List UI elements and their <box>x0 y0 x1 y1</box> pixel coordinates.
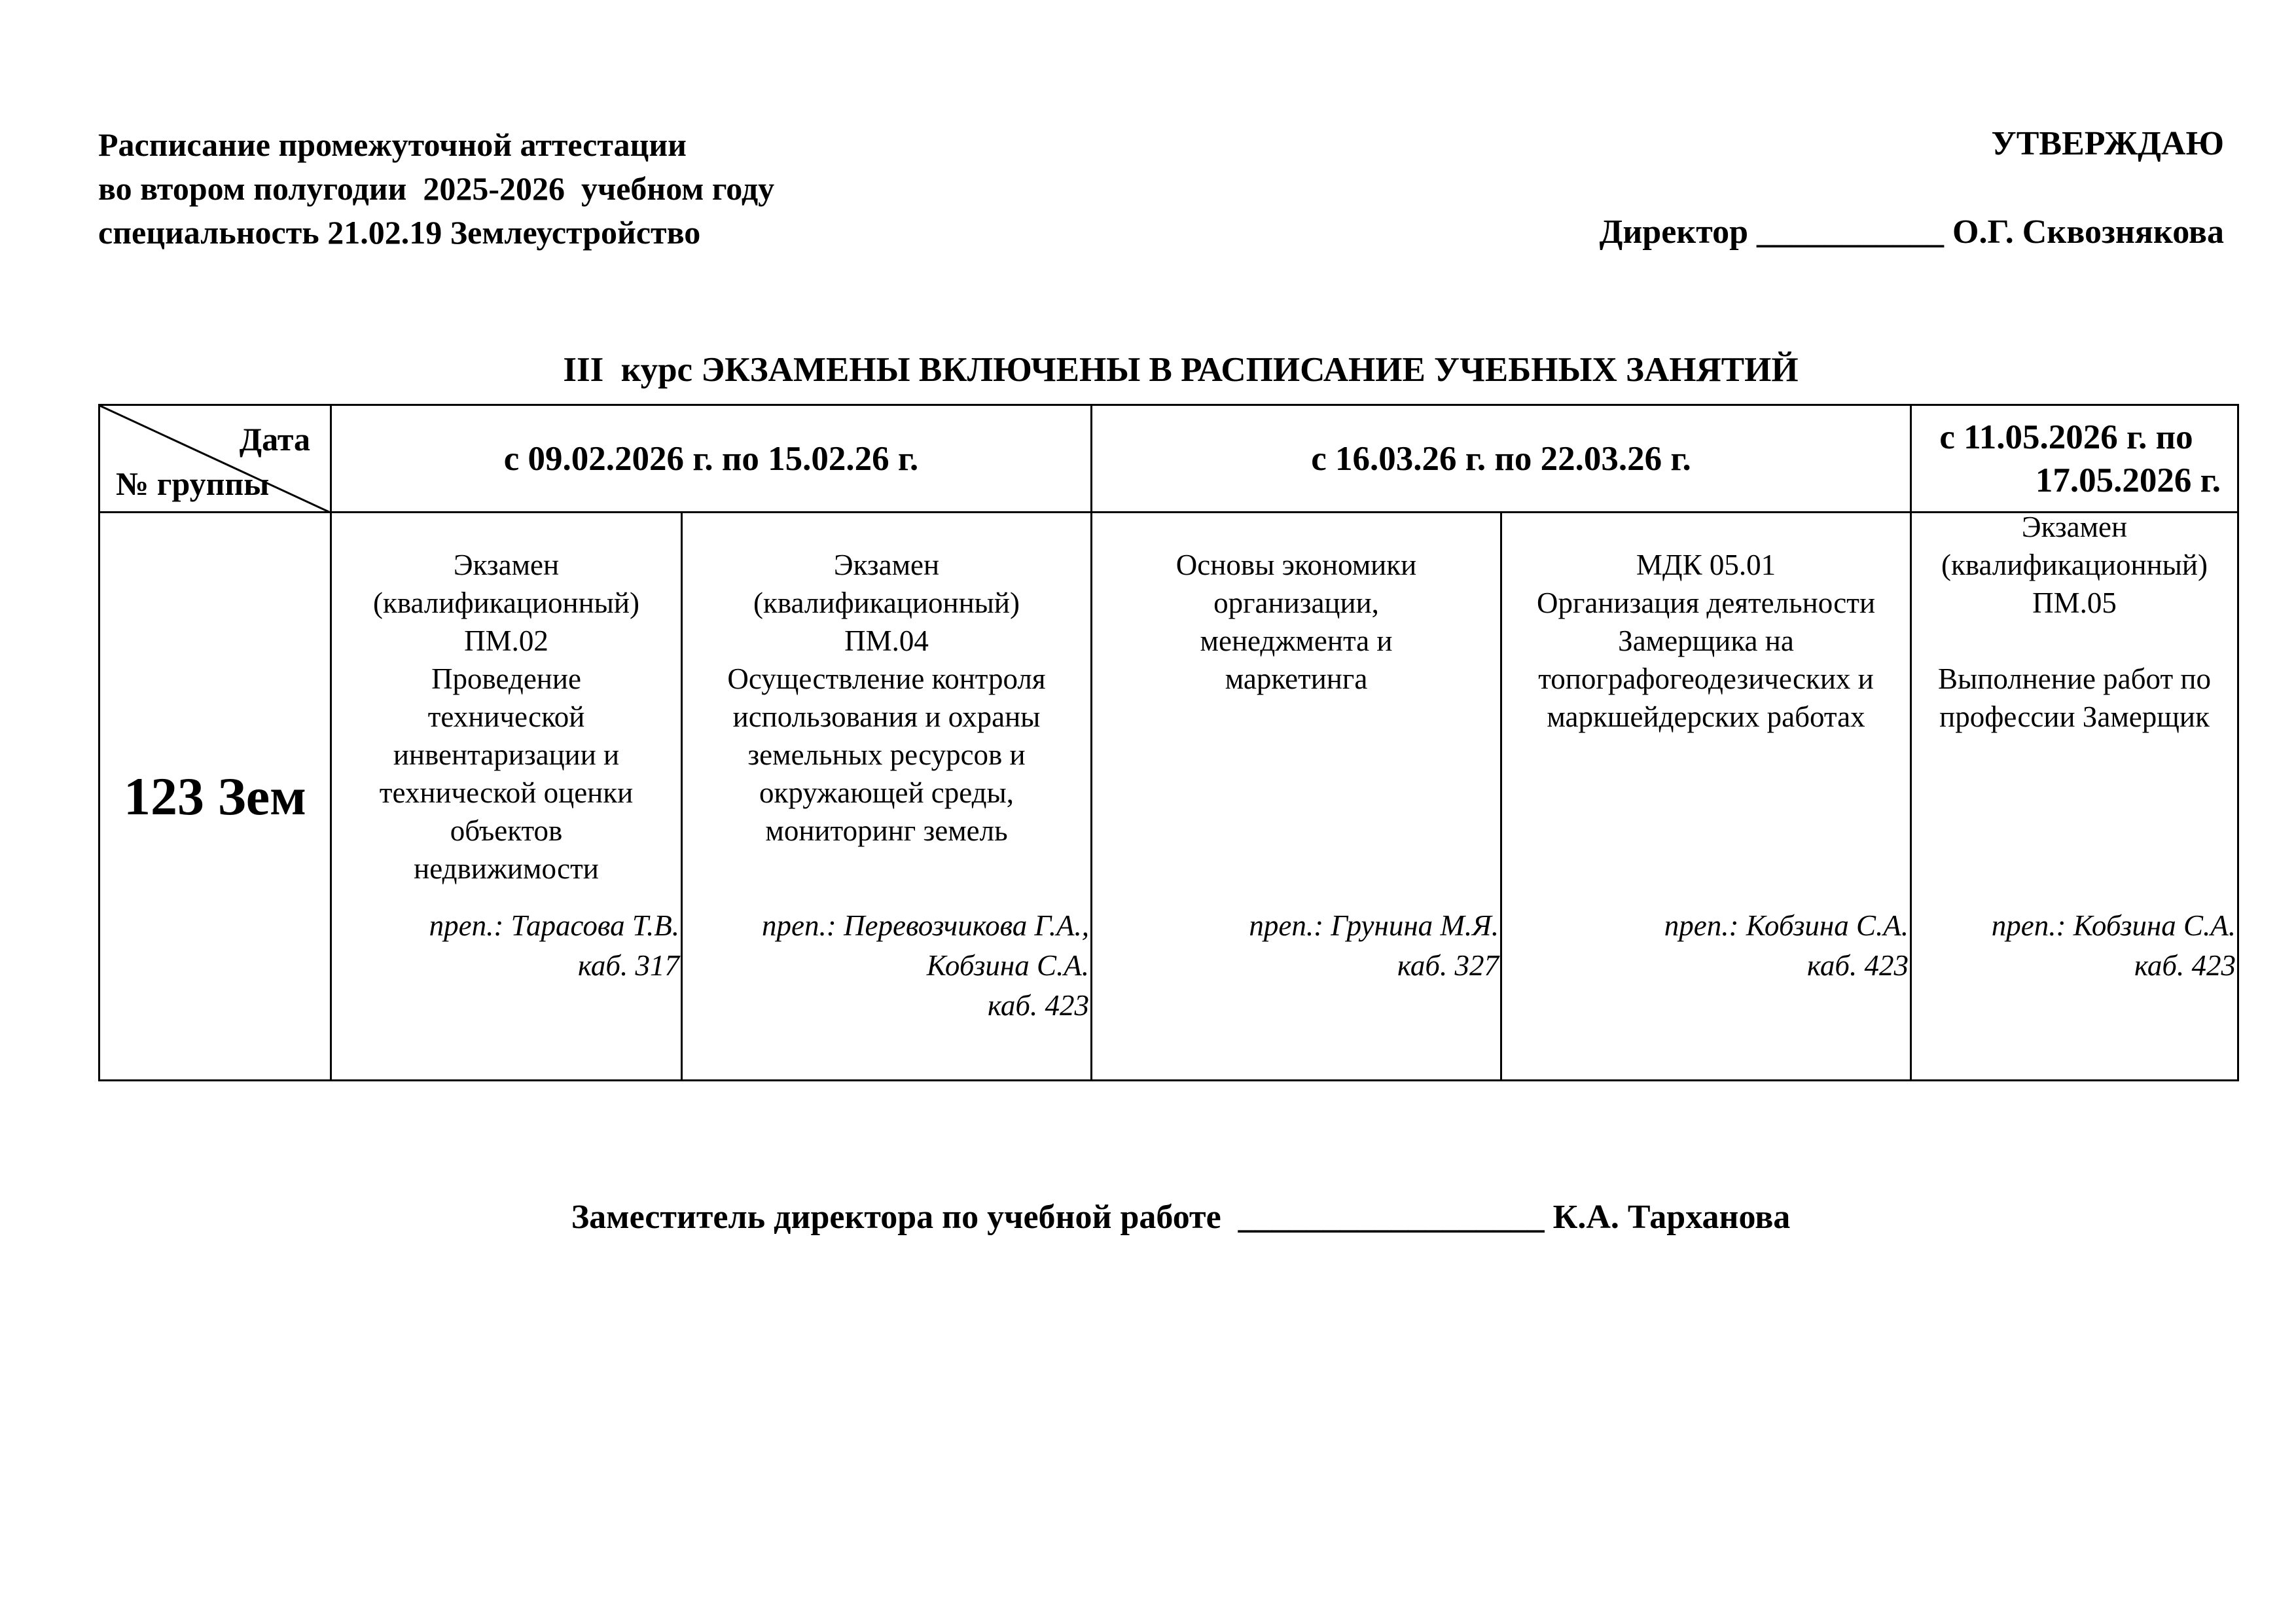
document-title <box>98 123 774 255</box>
exam-teacher: преп.: Грунина М.Я. каб. 327 <box>1249 909 1499 982</box>
approval-stamp-text: УТВЕРЖДАЮ <box>1991 125 2224 162</box>
exam-cell <box>682 513 1092 1081</box>
period-header: с 16.03.26 г. по 22.03.26 г. <box>1092 405 1911 513</box>
exam-teacher: преп.: Кобзина С.А. каб. 423 <box>1991 909 2236 982</box>
deputy-signature-line: Заместитель директора по учебной работе __________________ К.А. Тарханова <box>571 1199 1791 1236</box>
title-line: специальность 21.02.19 Землеустройство <box>98 214 701 251</box>
exam-cell <box>1501 513 1911 1081</box>
group-number: 123 Зем <box>99 513 331 1081</box>
director-signature-line: Директор ___________ О.Г. Сквознякова <box>1599 213 2224 251</box>
table-title: III курс ЭКЗАМЕНЫ ВКЛЮЧЕНЫ В РАСПИСАНИЕ УЧЕБНЫХ ЗАНЯТИЙ <box>563 351 1799 389</box>
group-row <box>99 513 2238 1081</box>
exam-teacher: преп.: Перевозчикова Г.А., Кобзина С.А. каб. 423 <box>762 909 1089 1022</box>
period-line: с 11.05.2026 г. по <box>1939 418 2193 456</box>
period-line: 17.05.2026 г. <box>2035 461 2221 499</box>
title-line: во втором полугодии 2025-2026 учебном году <box>98 170 775 207</box>
title-line: Расписание промежуточной аттестации <box>98 126 687 163</box>
exam-subject: Экзамен (квалификационный) ПМ.05 Выполнение работ по профессии Замерщик <box>1938 511 2211 733</box>
exam-subject: Экзамен (квалификационный) ПМ.02 Проведение технической инвентаризации и технической оценки объектов недвижимости <box>373 549 639 885</box>
header-row <box>99 405 2238 513</box>
exam-cell <box>331 513 682 1081</box>
exam-subject: МДК 05.01 Организация деятельности Замерщика на топографогеодезических и маркшейдерских работах <box>1536 549 1876 733</box>
corner-group-label: № группы <box>116 465 270 502</box>
corner-date-label: Дата <box>239 421 310 458</box>
corner-cell <box>99 405 331 513</box>
exam-subject: Экзамен (квалификационный) ПМ.04 Осуществление контроля использования и охраны земельных ресурсов и окружающей среды, мониторинг земель <box>727 549 1046 847</box>
period-header: с 09.02.2026 г. по 15.02.26 г. <box>331 405 1092 513</box>
exam-cell <box>1092 513 1501 1081</box>
exam-teacher: преп.: Кобзина С.А. каб. 423 <box>1664 909 1909 982</box>
exam-teacher: преп.: Тарасова Т.В. каб. 317 <box>429 909 679 982</box>
exam-subject: Основы экономики организации, менеджмента и маркетинга <box>1175 549 1417 695</box>
period-header <box>1911 405 2238 513</box>
exam-cell <box>1911 513 2238 1081</box>
schedule-table <box>98 404 2239 1081</box>
